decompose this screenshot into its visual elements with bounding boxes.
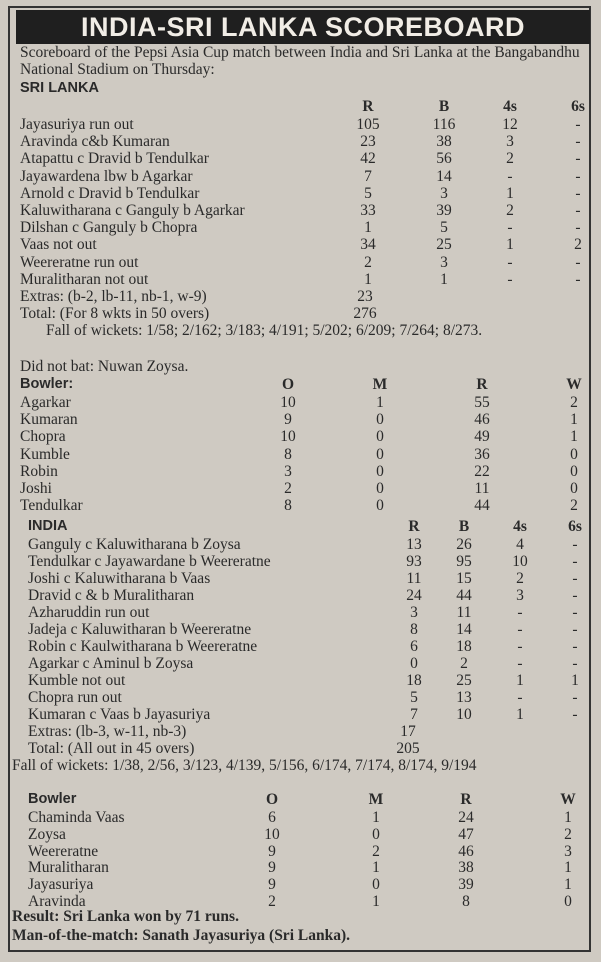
sl-bowling-row-maidens: 0 (376, 411, 384, 429)
sl-bowling-row-overs: 3 (284, 462, 292, 480)
sl-total-label: Total: (For 8 wkts in 50 overs) (20, 305, 210, 322)
sl-batting-row-fours: 3 (506, 133, 514, 151)
ind-fall-of-wickets: Fall of wickets: 1/38, 2/56, 3/123, 4/139, 5/156, 6/174, 7/174, 8/174, 9/194 (12, 757, 477, 774)
ind-bowling-row-overs: 9 (268, 842, 276, 860)
ind-batting-row-balls: 14 (456, 621, 472, 638)
ind-bowling-row-maidens: 0 (372, 876, 380, 894)
sl-bowling-row-overs: 2 (284, 480, 292, 497)
ind-total-value: 205 (396, 740, 420, 757)
sl-total-value: 276 (353, 305, 377, 322)
sl-bowling-row-name: Agarkar (20, 394, 71, 411)
sl-batting-row-fours: 1 (506, 184, 514, 202)
sl-bowling-row-runs: 49 (474, 428, 490, 446)
sl-bowling-row-runs: 36 (474, 445, 490, 463)
sl-did-not-bat (20, 358, 590, 375)
ind-bowling-header (20, 791, 590, 808)
sl-header-runs: R (362, 98, 374, 115)
ind-header-sixes: 6s (568, 518, 582, 535)
sl-bowling-row-runs: 44 (474, 497, 490, 515)
ind-batting-row-fours: 10 (512, 553, 528, 570)
sl-batting-row-sixes: - (575, 270, 581, 288)
ind-batting-row (20, 706, 590, 723)
ind-batting-row-runs: 6 (410, 638, 418, 655)
ind-bowling-row (20, 809, 590, 826)
ind-batting-row-fours: - (517, 621, 523, 638)
ind-bowling-row-wickets: 2 (564, 825, 572, 843)
sl-bowling-row (20, 394, 590, 411)
sl-batting-row-sixes: - (575, 167, 581, 185)
sl-bowling-row-runs: 22 (474, 462, 490, 480)
sl-bowling-header (20, 376, 590, 393)
ind-batting-row-name: Dravid c & b Muralitharan (28, 587, 195, 604)
sl-batting-row-fours: 2 (506, 150, 514, 168)
sl-did-not-bat-text: Did not bat: Nuwan Zoysa. (20, 358, 189, 375)
ind-bowler-heading: Bowler (28, 791, 77, 807)
sl-bowling-row-runs: 11 (474, 480, 490, 497)
sl-bowling-row-maidens: 1 (376, 394, 384, 411)
sl-batting-row-sixes: - (575, 150, 581, 168)
ind-batting-row-sixes: - (572, 536, 578, 553)
sl-bowling-row-name: Tendulkar (20, 497, 83, 515)
ind-batting-row-fours: 3 (516, 587, 524, 604)
sl-bowling-row-name: Joshi (20, 480, 52, 497)
sl-batting-row-balls: 3 (440, 253, 448, 271)
sl-batting-row-fours: - (507, 167, 513, 185)
sl-batting-row-runs: 23 (360, 133, 376, 151)
ind-bowling-row (20, 876, 590, 893)
ind-extras-row (20, 723, 590, 740)
sl-batting-row-name: Dilshan c Ganguly b Chopra (20, 219, 198, 237)
sl-bowling-row (20, 446, 590, 463)
sl-bowling-row-wickets: 0 (570, 445, 578, 463)
ind-batting-row-balls: 15 (456, 570, 472, 587)
ind-batting-row (20, 604, 590, 621)
ind-bowling-row-name: Weereratne (28, 842, 99, 860)
ind-batting-row-runs: 18 (406, 672, 422, 689)
sl-bowling-row-maidens: 0 (376, 428, 384, 446)
sl-bowling-row-wickets: 2 (570, 394, 578, 411)
sl-bowling-row-wickets: 0 (570, 462, 578, 480)
ind-batting-row-sixes: - (572, 655, 578, 672)
man-of-the-match-text: Man-of-the-match: Sanath Jayasuriya (Sri Lanka). (12, 927, 350, 944)
ind-batting-row (20, 536, 590, 553)
sl-bowl-header-wickets: W (566, 376, 582, 393)
sl-batting-row-sixes: - (575, 253, 581, 271)
sl-bowling-row-wickets: 1 (570, 428, 578, 446)
ind-bowling-row-runs: 38 (458, 859, 474, 877)
ind-batting-row (20, 570, 590, 587)
ind-bowling-row-maidens: 1 (372, 893, 380, 910)
ind-header-balls: B (458, 518, 470, 535)
sl-batting-row-balls: 5 (440, 219, 448, 237)
sl-batting-row-runs: 33 (360, 202, 376, 219)
sl-extras-label: Extras: (b-2, lb-11, nb-1, w-9) (20, 288, 207, 305)
ind-batting-row-name: Chopra run out (28, 689, 122, 706)
ind-bowling-row-overs: 6 (268, 809, 276, 826)
sl-batting-row (20, 150, 590, 167)
ind-bowling-row-runs: 8 (462, 893, 470, 910)
ind-batting-row (20, 638, 590, 655)
ind-bowling-row-name: Chaminda Vaas (28, 809, 125, 826)
sl-bowling-row-overs: 8 (284, 497, 292, 515)
sl-batting-row-sixes: - (575, 219, 581, 237)
ind-batting-row-fours: 2 (516, 570, 524, 587)
ind-batting-row-sixes: - (572, 638, 578, 655)
ind-batting-row-balls: 18 (456, 638, 472, 655)
ind-batting-row-fours: 1 (516, 706, 524, 723)
sl-bowler-heading: Bowler: (20, 376, 74, 392)
sl-batting-row-name: Muralitharan not out (20, 270, 149, 288)
motm-row (12, 927, 582, 944)
ind-bowling-row-runs: 47 (458, 825, 474, 843)
ind-extras-label: Extras: (lb-3, w-11, nb-3) (28, 723, 187, 740)
ind-batting-row-fours: 4 (516, 536, 524, 553)
ind-bowling-row-maidens: 1 (372, 859, 380, 877)
ind-batting-row-name: Agarkar c Aminul b Zoysa (28, 655, 194, 672)
sl-bowling-row (20, 411, 590, 428)
ind-bowl-header-maidens: M (368, 791, 384, 808)
ind-batting-row-name: Kumble not out (28, 672, 126, 689)
sl-batting-row-fours: 2 (506, 202, 514, 219)
ind-batting-row-runs: 8 (410, 621, 418, 638)
sl-bowling-row (20, 480, 590, 497)
sl-batting-row-name: Jayasuriya run out (20, 116, 134, 133)
sl-batting-row-name: Aravinda c&b Kumaran (20, 133, 170, 151)
sl-batting-row-fours: - (507, 270, 513, 288)
scoreboard-title: INDIA-SRI LANKA SCOREBOARD (16, 10, 590, 44)
sl-batting-row-runs: 1 (364, 219, 372, 237)
ind-batting-row-runs: 5 (410, 689, 418, 706)
sl-bowling-row-name: Kumaran (20, 411, 78, 429)
ind-batting-row-sixes: - (572, 706, 578, 723)
ind-batting-row-name: Tendulkar c Jayawardane b Weereratne (28, 553, 271, 570)
ind-batting-row-name: Kumaran c Vaas b Jayasuriya (28, 706, 211, 723)
sl-batting-row (20, 254, 590, 271)
ind-bowl-header-overs: O (265, 791, 279, 808)
sl-batting-row (20, 133, 590, 150)
ind-batting-row-balls: 11 (456, 604, 472, 621)
ind-batting-row-sixes: - (572, 689, 578, 706)
sl-batting-header (20, 98, 590, 115)
ind-bowling-row-overs: 9 (268, 859, 276, 877)
ind-bowling-row-wickets: 1 (564, 809, 572, 826)
ind-batting-row-balls: 13 (456, 689, 472, 706)
ind-batting-row-sixes: - (572, 570, 578, 587)
ind-bowling-row-runs: 46 (458, 842, 474, 860)
ind-total-row (20, 740, 590, 757)
result-text: Result: Sri Lanka won by 71 runs. (12, 908, 239, 925)
sl-batting-row (20, 271, 590, 288)
ind-batting-row-fours: - (517, 604, 523, 621)
ind-batting-row-sixes: 1 (571, 672, 579, 689)
ind-batting-row (20, 587, 590, 604)
sl-batting-row-balls: 3 (440, 184, 448, 202)
sl-batting-row-runs: 42 (360, 150, 376, 168)
sl-batting-row-sixes: - (575, 133, 581, 151)
ind-batting-row-name: Robin c Kaulwitharana b Weereratne (28, 638, 258, 655)
ind-batting-row-name: Azharuddin run out (28, 604, 150, 621)
ind-bowling-row-maidens: 0 (372, 825, 380, 843)
ind-batting-row-balls: 2 (460, 655, 468, 672)
sl-batting-row-sixes: - (575, 184, 581, 202)
ind-header-runs: R (408, 518, 420, 535)
ind-batting-row-runs: 0 (410, 655, 418, 672)
ind-batting-row-runs: 93 (406, 553, 422, 570)
ind-bowl-header-runs: R (460, 791, 472, 808)
sl-team-label: SRI LANKA (20, 80, 99, 96)
ind-batting-row-balls: 10 (456, 706, 472, 723)
sl-total-row (20, 305, 590, 322)
sl-bowling-row (20, 497, 590, 514)
ind-batting-row (20, 672, 590, 689)
ind-bowling-row-maidens: 2 (372, 842, 380, 860)
sl-bowling-row-maidens: 0 (376, 480, 384, 497)
sl-bowling-row-overs: 10 (280, 394, 296, 411)
ind-batting-row-name: Jadeja c Kaluwitharan b Weereratne (28, 621, 252, 638)
sl-batting-row-fours: - (507, 253, 513, 271)
ind-total-label: Total: (All out in 45 overs) (28, 740, 195, 757)
ind-team-label: INDIA (28, 518, 68, 534)
sl-batting-row-name: Kaluwitharana c Ganguly b Agarkar (20, 202, 245, 219)
sl-bowling-row-name: Kumble (20, 445, 70, 463)
sl-bowling-row-overs: 8 (284, 445, 292, 463)
ind-bowl-header-wickets: W (560, 791, 576, 808)
ind-batting-row-sixes: - (572, 604, 578, 621)
sl-fall-of-wickets: Fall of wickets: 1/58; 2/162; 3/183; 4/191; 5/202; 6/209; 7/264; 8/273. (46, 322, 483, 339)
sl-bowling-row-name: Chopra (20, 428, 66, 446)
ind-batting-row-balls: 44 (456, 587, 472, 604)
ind-batting-row-fours: 1 (516, 672, 524, 689)
ind-batting-row (20, 621, 590, 638)
sl-bowling-row (20, 428, 590, 445)
sl-batting-row-balls: 39 (436, 202, 452, 219)
sl-bowling-row-wickets: 0 (570, 480, 578, 497)
sl-bowling-row-wickets: 2 (570, 497, 578, 515)
ind-batting-row-runs: 7 (410, 706, 418, 723)
ind-batting-row-runs: 24 (406, 587, 422, 604)
sl-bowling-row-maidens: 0 (376, 497, 384, 515)
sl-bowling-row-name: Robin (20, 462, 58, 480)
sl-batting-row-balls: 56 (436, 150, 452, 168)
sl-batting-row (20, 116, 590, 133)
sl-batting-row-runs: 7 (364, 167, 372, 185)
ind-bowling-row-maidens: 1 (372, 809, 380, 826)
ind-batting-row (20, 655, 590, 672)
sl-batting-row-sixes: - (575, 202, 581, 219)
sl-extras-row (20, 288, 590, 305)
sl-batting-row-sixes: - (575, 116, 581, 133)
ind-bowling-row (20, 859, 590, 876)
ind-bowling-row-wickets: 3 (564, 842, 572, 860)
ind-batting-header (20, 518, 590, 535)
sl-batting-row-name: Jayawardena lbw b Agarkar (20, 167, 193, 185)
ind-bowling-row-wickets: 1 (564, 876, 572, 894)
sl-batting-row-runs: 105 (356, 116, 380, 133)
sl-batting-row-runs: 5 (364, 184, 372, 202)
sl-bowl-header-maidens: M (372, 376, 388, 393)
ind-bowling-row-name: Muralitharan (28, 859, 109, 877)
sl-bowling-row-maidens: 0 (376, 462, 384, 480)
ind-bowling-row-runs: 39 (458, 876, 474, 894)
sl-batting-row-name: Atapattu c Dravid b Tendulkar (20, 150, 209, 168)
sl-bowling-row-wickets: 1 (570, 411, 578, 429)
ind-bowling-row-runs: 24 (458, 809, 474, 826)
result-row (12, 908, 582, 925)
sl-bowling-row-runs: 46 (474, 411, 490, 429)
sl-bowling-row (20, 463, 590, 480)
ind-batting-row-balls: 25 (456, 672, 472, 689)
ind-batting-row-sixes: - (572, 621, 578, 638)
ind-batting-row (20, 689, 590, 706)
sl-batting-row (20, 236, 590, 253)
sl-batting-row-sixes: 2 (574, 236, 582, 254)
ind-bowling-row-name: Jayasuriya (28, 876, 94, 894)
sl-header-fours: 4s (503, 98, 517, 115)
ind-batting-row-name: Ganguly c Kaluwitharana b Zoysa (28, 536, 241, 553)
ind-batting-row (20, 553, 590, 570)
ind-bowling-row-overs: 10 (264, 825, 280, 843)
sl-batting-row (20, 219, 590, 236)
ind-batting-row-runs: 3 (410, 604, 418, 621)
sl-batting-row-runs: 2 (364, 253, 372, 271)
sl-batting-row-name: Arnold c Dravid b Tendulkar (20, 184, 200, 202)
ind-extras-value: 17 (400, 723, 416, 740)
ind-bowling-row-overs: 2 (268, 893, 276, 910)
sl-bowling-row-overs: 10 (280, 428, 296, 446)
sl-batting-row-runs: 1 (364, 270, 372, 288)
sl-batting-row (20, 185, 590, 202)
ind-bowling-row-overs: 9 (268, 876, 276, 894)
sl-batting-row-name: Vaas not out (20, 236, 97, 254)
sl-header-sixes: 6s (571, 98, 585, 115)
sl-batting-row-balls: 25 (436, 236, 452, 254)
ind-batting-row-fours: - (517, 638, 523, 655)
ind-batting-row-sixes: - (572, 553, 578, 570)
sl-batting-row-balls: 116 (432, 116, 456, 133)
sl-batting-row (20, 168, 590, 185)
intro-text: Scoreboard of the Pepsi Asia Cup match between India and Sri Lanka at the Bangabandhu National Stadium on Thursday: (20, 44, 580, 78)
ind-batting-row-runs: 11 (406, 570, 422, 587)
sl-batting-row-runs: 34 (360, 236, 376, 254)
ind-bowling-row-name: Zoysa (28, 825, 66, 843)
sl-batting-row-balls: 1 (440, 270, 448, 288)
sl-bowling-row-runs: 55 (474, 394, 490, 411)
ind-batting-row-sixes: - (572, 587, 578, 604)
ind-batting-row-balls: 95 (456, 553, 472, 570)
ind-batting-row-fours: - (517, 689, 523, 706)
sl-bowling-row-maidens: 0 (376, 445, 384, 463)
sl-bowl-header-runs: R (476, 376, 488, 393)
ind-batting-row-fours: - (517, 655, 523, 672)
ind-bowling-row-name: Aravinda (28, 893, 86, 910)
sl-header-balls: B (438, 98, 450, 115)
ind-bowling-row-wickets: 0 (564, 893, 572, 910)
ind-batting-row-balls: 26 (456, 536, 472, 553)
sl-batting-row-fours: 1 (506, 236, 514, 254)
sl-batting-row-name: Weereratne run out (20, 253, 139, 271)
sl-batting-row-fours: 12 (502, 116, 518, 133)
sl-batting-row-balls: 38 (436, 133, 452, 151)
sl-bowl-header-overs: O (281, 376, 295, 393)
sl-extras-value: 23 (357, 288, 373, 305)
ind-bowling-row-wickets: 1 (564, 859, 572, 877)
ind-header-fours: 4s (513, 518, 527, 535)
sl-batting-row-fours: - (507, 219, 513, 237)
sl-team-heading (20, 80, 590, 97)
ind-batting-row-name: Joshi c Kaluwitharana b Vaas (28, 570, 211, 587)
sl-batting-row (20, 202, 590, 219)
sl-bowling-row-overs: 9 (284, 411, 292, 429)
ind-bowling-row (20, 826, 590, 843)
sl-batting-row-balls: 14 (436, 167, 452, 185)
ind-batting-row-runs: 13 (406, 536, 422, 553)
ind-bowling-row (20, 843, 590, 860)
